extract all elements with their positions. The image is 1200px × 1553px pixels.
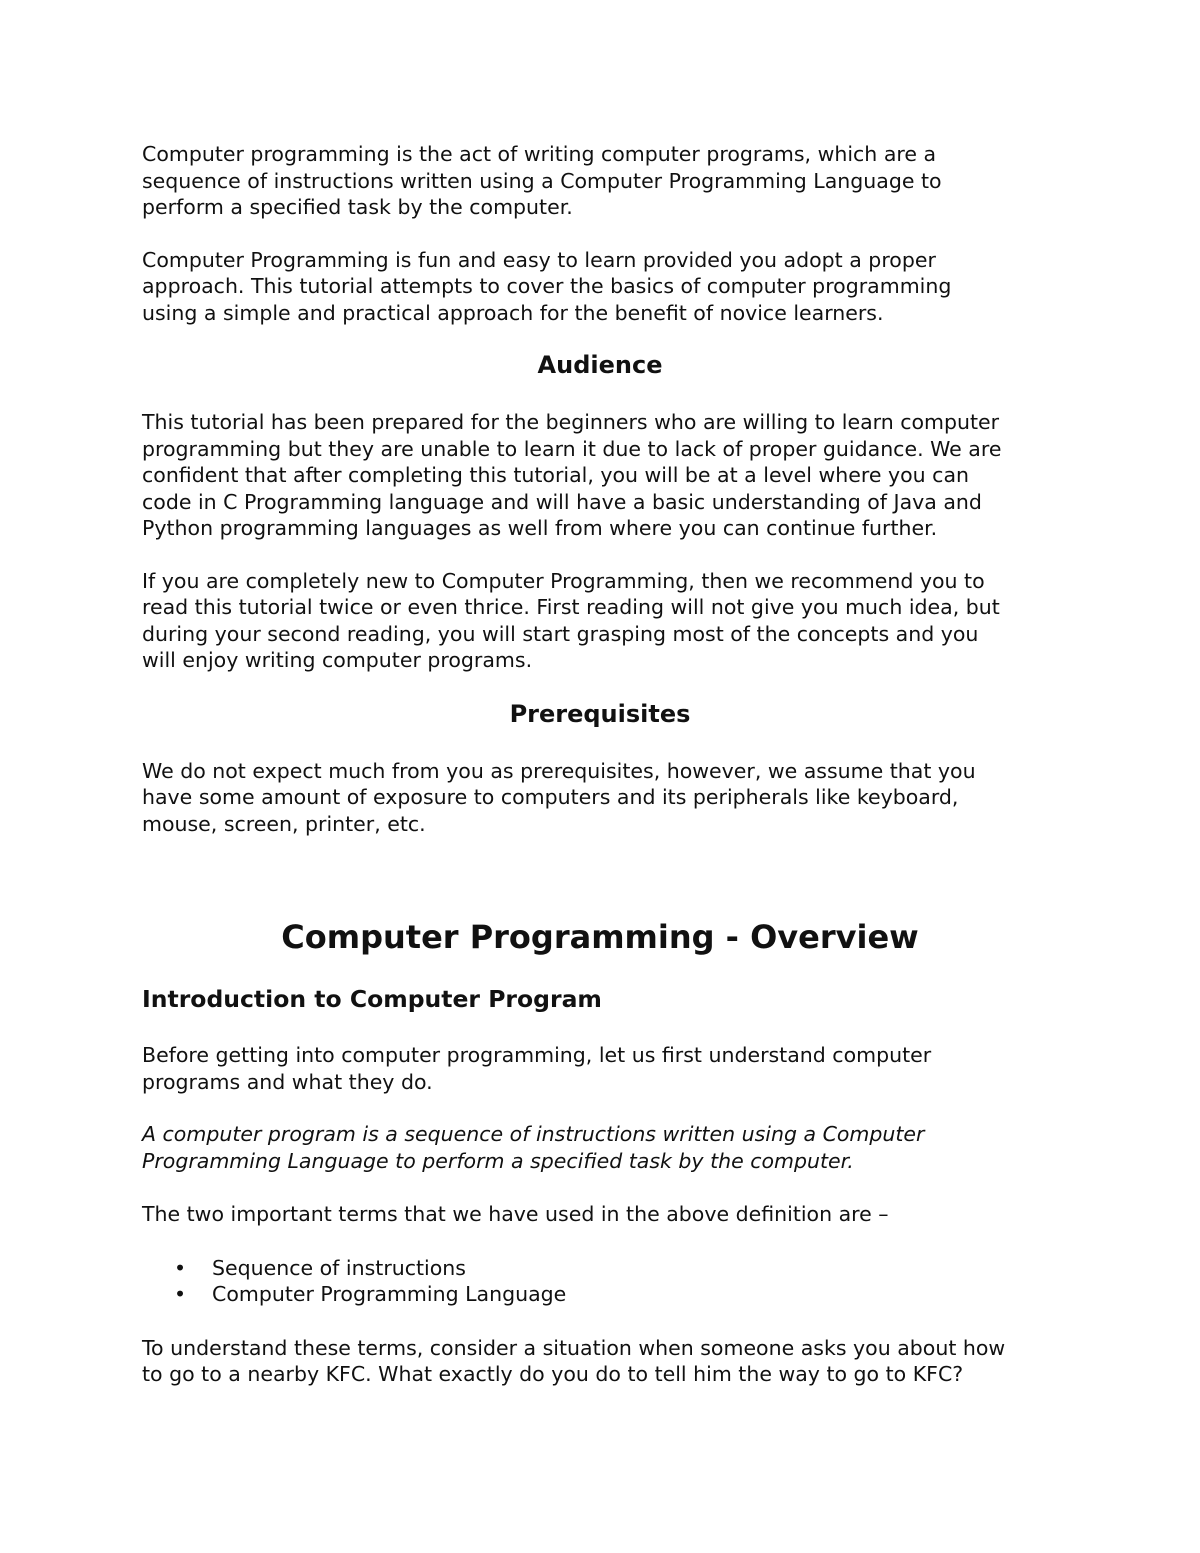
prerequisites-paragraph <box>142 758 1062 838</box>
bullet-icon: • <box>174 1255 187 1280</box>
overview-paragraph-1 <box>142 1042 1062 1095</box>
text-line: sequence of instructions written using a Computer Programming Language to <box>142 168 942 193</box>
text-line: using a simple and practical approach for the benefit of novice learners. <box>142 300 884 325</box>
overview-title: Computer Programming - Overview <box>281 918 919 956</box>
list-item <box>142 1281 1062 1308</box>
text-line: mouse, screen, printer, etc. <box>142 811 426 836</box>
text-line: confident that after completing this tutorial, you will be at a level where you can <box>142 463 969 487</box>
list-item <box>142 1255 1062 1282</box>
text-line: during your second reading, you will start grasping most of the concepts and you <box>142 621 979 646</box>
document-page <box>142 141 1062 1388</box>
audience-heading: Audience <box>537 351 663 379</box>
intro-paragraph-1 <box>142 141 1062 221</box>
text-line: Programming Language to perform a specified task by the computer. <box>142 1148 854 1173</box>
text-line: If you are completely new to Computer Programming, then we recommend you to <box>142 568 985 593</box>
overview-paragraph-3 <box>142 1335 1062 1388</box>
text-line: To understand these terms, consider a situation when someone asks you about how <box>142 1335 1006 1360</box>
overview-paragraph-2 <box>142 1201 1062 1228</box>
definition-paragraph <box>142 1121 1062 1174</box>
bullet-icon: • <box>174 1282 187 1306</box>
text-line: We do not expect much from you as prerequisites, however, we assume that you <box>142 758 976 783</box>
intro-paragraph-2 <box>142 247 1062 327</box>
text-line: code in C Programming language and will have a basic understanding of Java and <box>142 489 982 514</box>
text-line: have some amount of exposure to computers and its peripherals like keyboard, <box>142 785 959 809</box>
text-line: programs and what they do. <box>142 1069 433 1094</box>
prerequisites-heading: Prerequisites <box>509 699 691 728</box>
text-line: Before getting into computer programming, let us first understand computer <box>142 1043 932 1067</box>
list-item-text: Computer Programming Language <box>212 1282 567 1306</box>
terms-bullet-list <box>142 1255 1062 1308</box>
text-line: approach. This tutorial attempts to cover the basics of computer programming <box>142 274 952 298</box>
text-line: This tutorial has been prepared for the beginners who are willing to learn computer <box>142 410 1000 434</box>
text-line: Computer Programming is fun and easy to learn provided you adopt a proper <box>142 247 936 272</box>
audience-paragraph-2 <box>142 568 1062 674</box>
text-line: Computer programming is the act of writing computer programs, which are a <box>142 142 937 166</box>
list-item-text: Sequence of instructions <box>212 1255 466 1280</box>
audience-paragraph-1 <box>142 409 1062 542</box>
text-line: read this tutorial twice or even thrice. First reading will not give you much idea, but <box>142 595 1000 619</box>
text-line: Python programming languages as well from where you can continue further. <box>142 516 938 540</box>
intro-program-subheading: Introduction to Computer Program <box>142 985 602 1013</box>
text-line: programming but they are unable to learn it due to lack of proper guidance. We are <box>142 436 1002 461</box>
text-line: will enjoy writing computer programs. <box>142 648 533 672</box>
text-line: The two important terms that we have used in the above definition are – <box>142 1202 889 1226</box>
text-line: to go to a nearby KFC. What exactly do you do to tell him the way to go to KFC? <box>142 1362 964 1386</box>
text-line: perform a specified task by the computer. <box>142 195 573 219</box>
text-line: A computer program is a sequence of instructions written using a Computer <box>142 1122 925 1146</box>
